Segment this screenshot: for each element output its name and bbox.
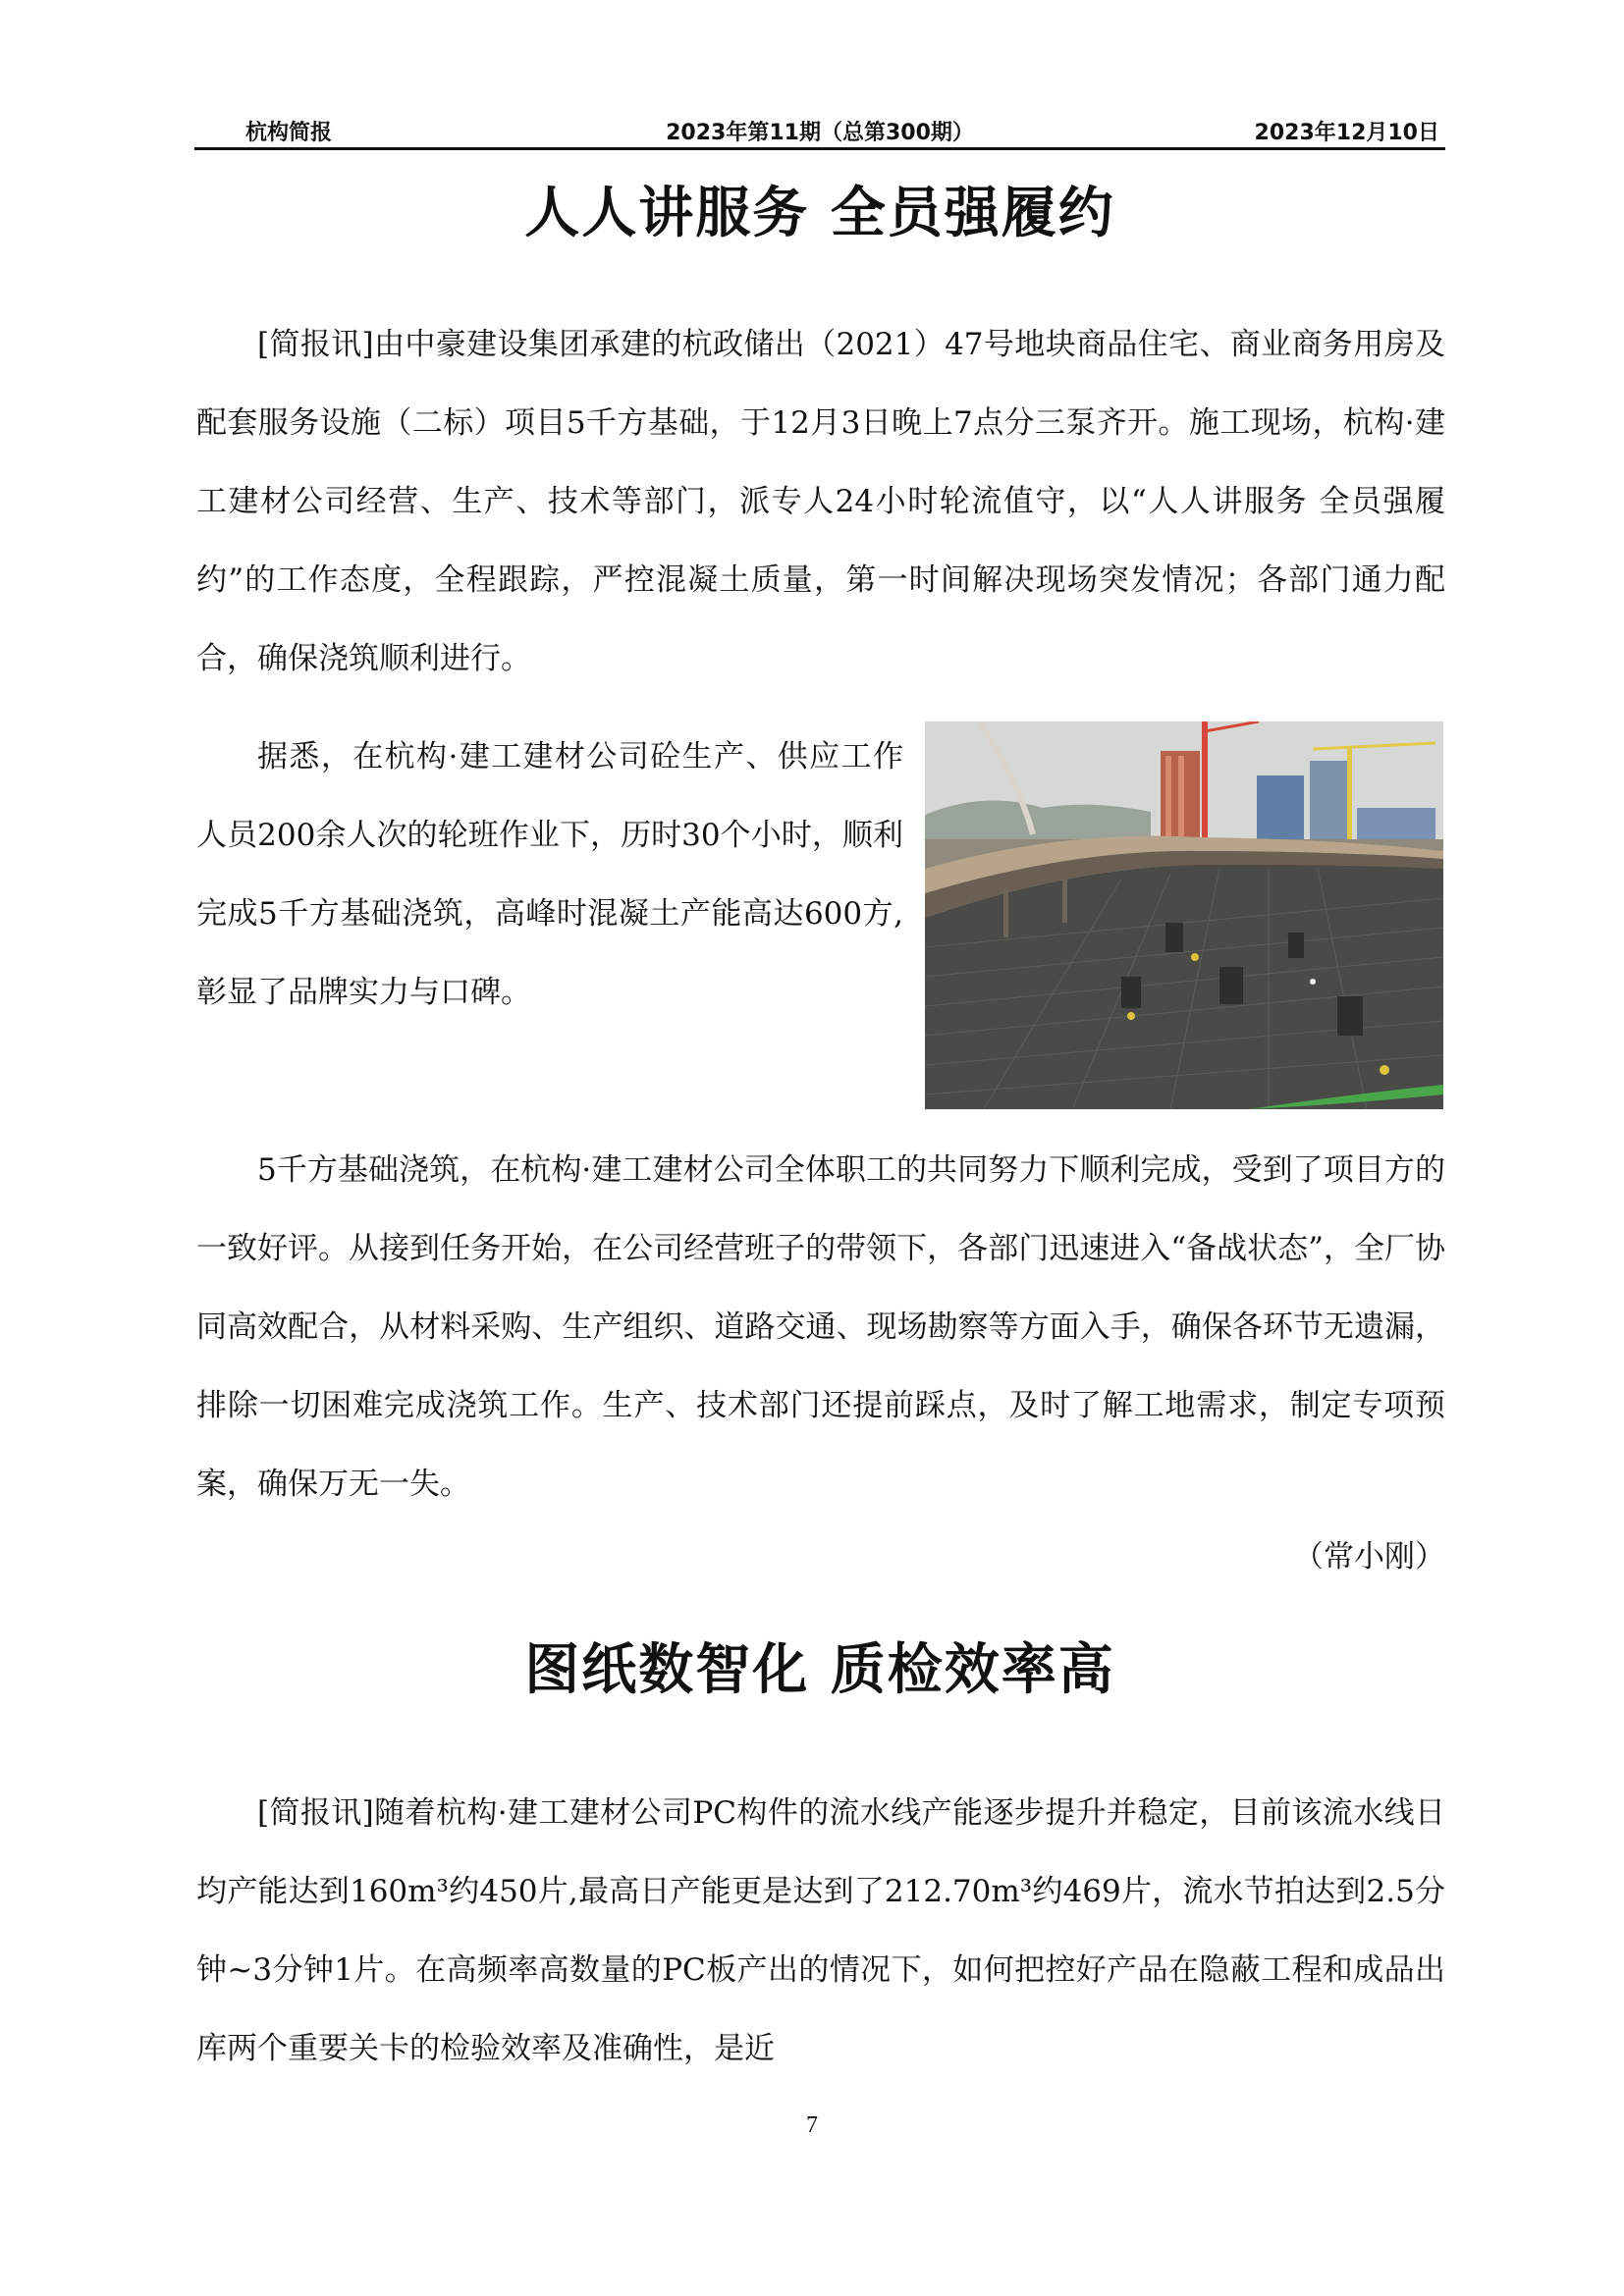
article-2-title: 图纸数智化 质检效率高 bbox=[524, 1638, 1115, 1702]
construction-site-photo bbox=[925, 721, 1443, 1109]
issue-date: 2023年12月10日 bbox=[1254, 121, 1439, 145]
article-1-paragraph-2: 据悉，在杭构·建工建材公司砼生产、供应工作人员200余人次的轮班作业下，历时30个小时，顺利完成5千方基础浇筑，高峰时混凝土产能高达600方,彰显了品牌实力与口碑。 bbox=[196, 739, 903, 1010]
header-rule bbox=[194, 147, 1445, 150]
article-2-paragraph-1: [简报讯]随着杭构·建工建材公司PC构件的流水线产能逐步提升并稳定，目前该流水线日均产能达到160m³约450片,最高日产能更是达到了212.70m³约469片，流水节拍达到2.5分钟~3分钟1片。在高频率高数量的PC板产出的情况下，如何把控好产品在隐蔽工程和成品出库两个重要关卡的检验效率及准确性，是近 bbox=[196, 1795, 1445, 2066]
issue-number: 2023年第11期（总第300期） bbox=[666, 121, 974, 145]
publication-name: 杭构简报 bbox=[245, 121, 333, 145]
article-1-author: （常小刚） bbox=[1293, 1539, 1445, 1575]
article-1-paragraph-3: 5千方基础浇筑，在杭构·建工建材公司全体职工的共同努力下顺利完成，受到了项目方的一致好评。从接到任务开始，在公司经营班子的带领下，各部门迅速进入“备战状态”，全厂协同高效配合，从材料采购、生产组织、道路交通、现场勘察等方面入手，确保各环节无遗漏，排除一切困难完成浇筑工作。生产、技术部门还提前踩点，及时了解工地需求，制定专项预案，确保万无一失。 bbox=[196, 1152, 1445, 1502]
article-1-paragraph-1: [简报讯]由中豪建设集团承建的杭政储出（2021）47号地块商品住宅、商业商务用房及配套服务设施（二标）项目5千方基础，于12月3日晚上7点分三泵齐开。施工现场，杭构·建工建材公司经营、生产、技术等部门，派专人24小时轮流值守，以“人人讲服务 全员强履约”的工作态度，全程跟踪，严控混凝土质量，第一时间解决现场突发情况；各部门通力配合，确保浇筑顺利进行。 bbox=[196, 327, 1445, 676]
running-header bbox=[194, 110, 1445, 149]
article-1-title: 人人讲服务 全员强履约 bbox=[524, 182, 1115, 245]
page-number: 7 bbox=[806, 2112, 818, 2138]
